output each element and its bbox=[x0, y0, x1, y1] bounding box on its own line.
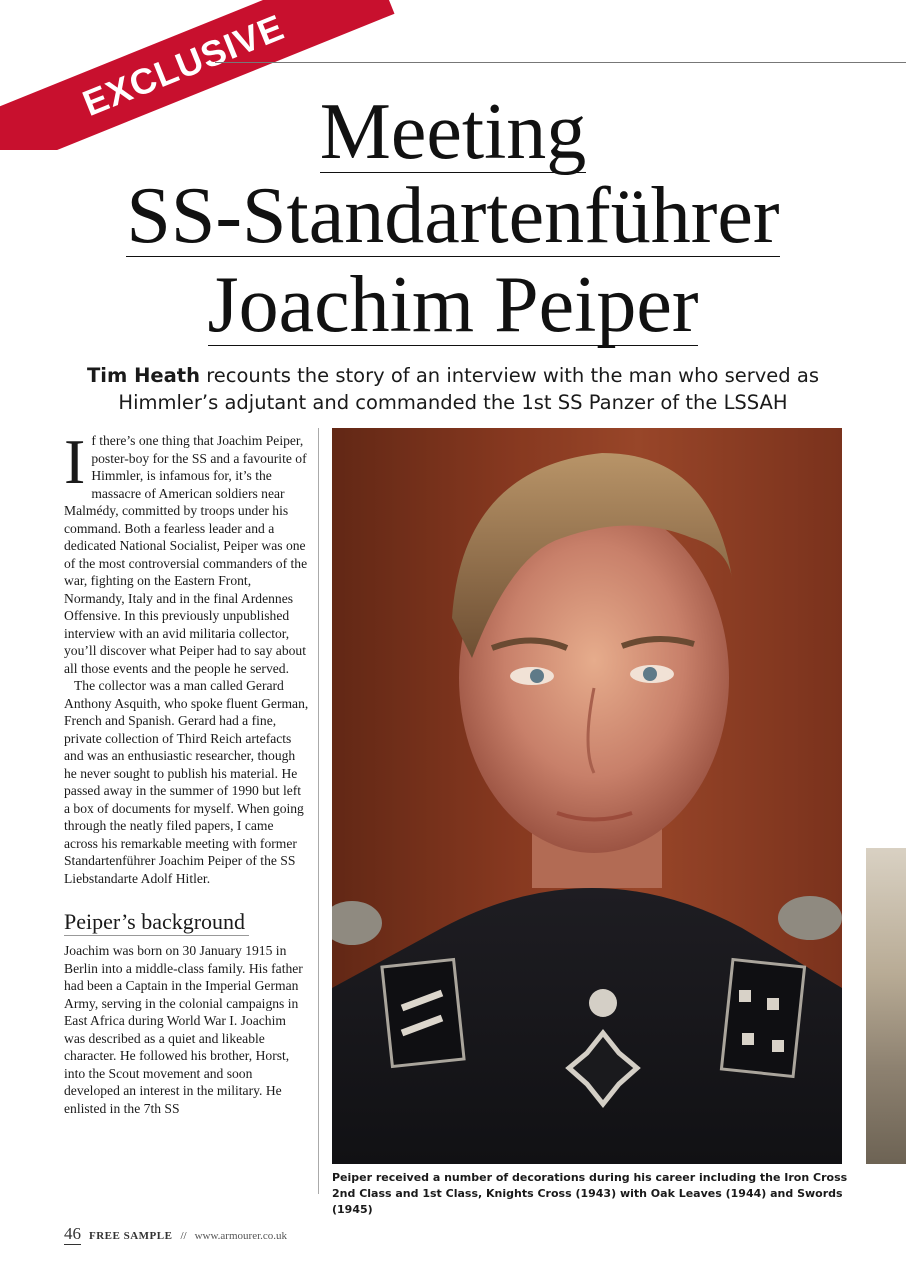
headline-line-3: Joachim Peiper bbox=[207, 261, 699, 349]
footer-label: FREE SAMPLE bbox=[89, 1230, 173, 1242]
exclusive-label: EXCLUSIVE bbox=[76, 6, 290, 124]
side-photo-strip bbox=[866, 848, 906, 1164]
portrait-illustration bbox=[332, 428, 842, 1164]
footer-url: www.armourer.co.uk bbox=[194, 1230, 288, 1242]
article-paragraph-2: The collector was a man called Gerard Anthony Asquith, who spoke fluent German, French and Spanish. Gerard had a fine, private collection of Third Reich artefacts and was an enthusiastic researcher, though he never sought to publish his material. He passed away in the summer of 1990 but left a box of documents for myself. When going through the neatly filed papers, I came across his remarkable meeting with former Standartenführer Joachim Peiper of the SS Liebstandarte Adolf Hitler. bbox=[64, 678, 309, 886]
photo-caption: Peiper received a number of decorations during his career including the Iron Cross 2nd Class and 1st Class, Knights Cross (1943) with Oak Leaves (1944) and Swords (1945) bbox=[332, 1171, 848, 1216]
column-divider bbox=[318, 428, 319, 1194]
section-subhead: Peiper’s background bbox=[64, 909, 249, 936]
headline-line-2: SS-Standartenführer bbox=[126, 172, 780, 260]
page-number: 46 bbox=[64, 1224, 81, 1243]
page-footer bbox=[64, 1224, 287, 1245]
article-paragraph-3: Joachim was born on 30 January 1915 in Berlin into a middle-class family. His father had been a Captain in the Imperial German Army, serving in the colonial campaigns in East Africa during World War I. Joachim was described as a quiet and likeable character. He followed his brother, Horst, into the Scout movement and soon developed an interest in the military. He enlisted in the 7th SS bbox=[64, 943, 303, 1116]
article-paragraph-1: If there’s one thing that Joachim Peiper, poster-boy for the SS and a favourite of Himmler, is infamous for, it’s the massacre of American soldiers near Malmédy, committed by troops under his command. Both a fearless leader and a dedicated National Socialist, Peiper was one of the most controversial commanders of the war, fighting on the Eastern Front, Normandy, Italy and in the final Ardennes Offensive. In this previously unpublished interview with an avid militaria collector, you’ll discover what Peiper had to say about all those events and the people he served. bbox=[64, 426, 308, 676]
footer-separator: // bbox=[180, 1230, 187, 1242]
standfirst-text: recounts the story of an interview with the man who served as Himmler’s adjutant and commanded the 1st SS Panzer of the LSSAH bbox=[118, 364, 819, 414]
standfirst bbox=[40, 362, 866, 416]
portrait-photo bbox=[332, 428, 842, 1164]
article-column bbox=[64, 426, 309, 1117]
top-rule bbox=[215, 62, 906, 63]
drop-cap: I bbox=[64, 426, 86, 497]
headline-line-1: Meeting bbox=[319, 88, 587, 176]
author-name: Tim Heath bbox=[86, 364, 200, 387]
